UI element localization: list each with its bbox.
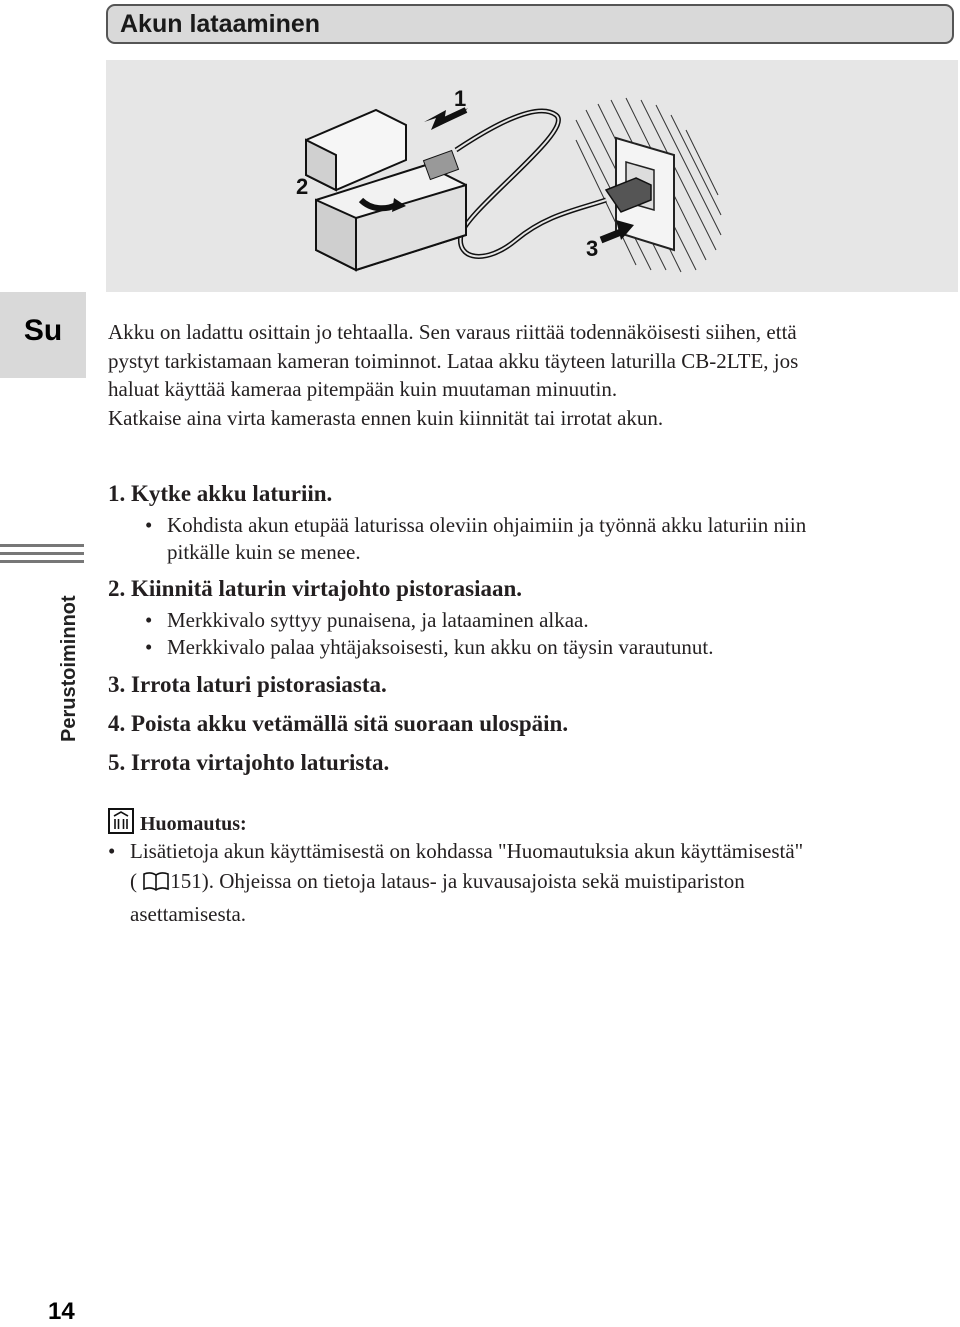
bullet-text: Merkkivalo syttyy punaisena, ja lataaminen alkaa. (167, 608, 589, 632)
bullet-text: pitkälle kuin se menee. (167, 540, 361, 564)
language-tab-label: Su (23, 314, 63, 347)
side-divider (0, 544, 84, 547)
note-line: 151). Ohjeissa on tietoja lataus- ja kuvausajoista sekä muistipariston (170, 869, 745, 893)
side-divider (0, 552, 84, 555)
step-3: 3. Irrota laturi pistorasiasta. (108, 672, 387, 697)
intro-line: Katkaise aina virta kamerasta ennen kuin kiinnität tai irrotat akun. (108, 405, 664, 430)
charger-diagram (106, 60, 958, 292)
note-line: asettamisesta. (130, 902, 247, 926)
step-5: 5. Irrota virtajohto laturista. (108, 750, 390, 775)
callout-2: 2 (296, 174, 309, 199)
bullet-text: Kohdista akun etupää laturissa oleviin ohjaimiin ja työnnä akku laturiin niin (167, 513, 807, 537)
language-tab (0, 292, 86, 378)
note-line: ( (130, 869, 137, 893)
note-body: • Lisätietoja akun käyttämisestä on kohdassa "Huomautuksia akun käyttämisestä" ( 151). Ohjeissa on tietoja lataus- ja kuvausajoista sekä muistipariston asettamisesta. (108, 839, 804, 926)
section-label: Perustoiminnot (58, 595, 80, 742)
page-title-bar (106, 4, 954, 44)
callout-3: 3 (586, 236, 599, 261)
charger-illustration (106, 60, 958, 292)
bullet-text: Merkkivalo palaa yhtäjaksoisesti, kun akku on täysin varautunut. (167, 635, 714, 659)
book-icon (142, 869, 170, 899)
page-title: Akun lataaminen (120, 10, 321, 38)
step-4: 4. Poista akku vetämällä sitä suoraan ulospäin. (108, 711, 569, 736)
power-cord (456, 111, 606, 256)
step-1: 1. Kytke akku laturiin. (108, 481, 333, 506)
intro-line: haluat käyttää kameraa pitempään kuin muutaman minuutin. (108, 377, 618, 401)
intro-line: Akku on ladattu osittain jo tehtaalla. Sen varaus riittää todennäköisesti siihen, että (108, 320, 797, 344)
intro-paragraph (108, 318, 958, 432)
callout-1: 1 (454, 86, 467, 111)
intro-line: pystyt tarkistamaan kameran toiminnot. Lataa akku täyteen laturilla CB-2LTE, jos (108, 348, 799, 373)
page-number: 14 (48, 1298, 75, 1325)
note-heading-text: Huomautus: (140, 813, 247, 835)
note-line: Lisätietoja akun käyttämisestä on kohdassa "Huomautuksia akun käyttämisestä" (130, 839, 804, 863)
step-2: 2. Kiinnitä laturin virtajohto pistorasiaan. (108, 576, 523, 601)
side-divider (0, 560, 84, 563)
